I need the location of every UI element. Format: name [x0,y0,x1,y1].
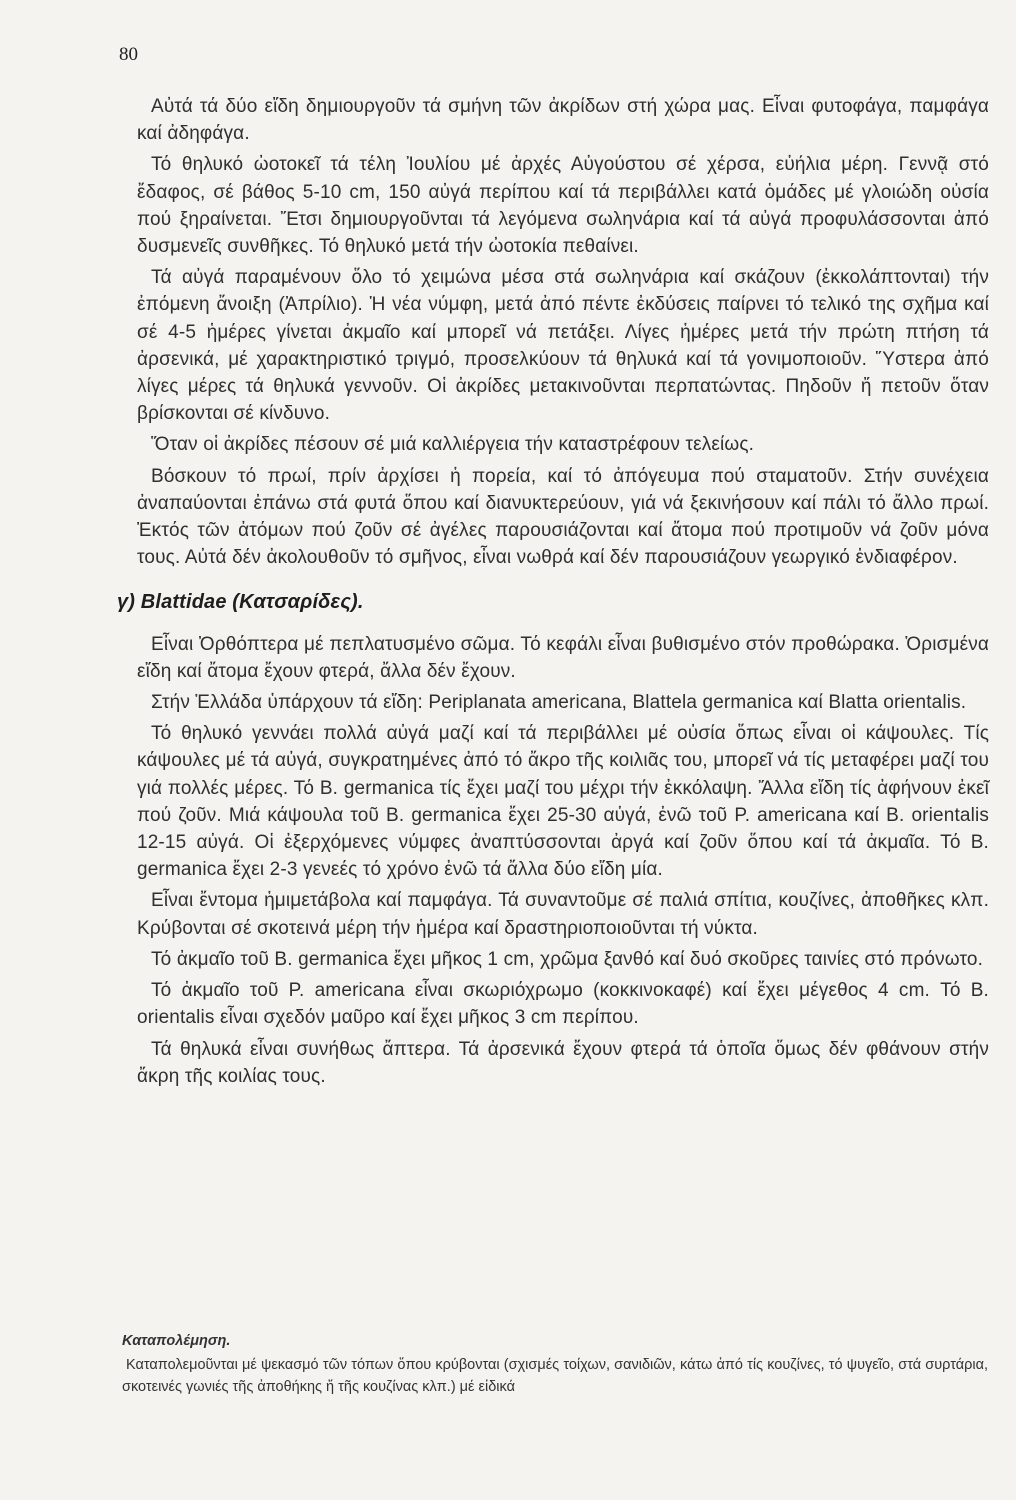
paragraph: Βόσκουν τό πρωί, πρίν ἀρχίσει ἡ πορεία, καί τό ἀπόγευμα πού σταματοῦν. Στήν συνέχεια ἀναπαύονται ἐπάνω στά φυτά ὅπου καί διανυκτερεύουν, γιά νά ξεκινήσουν καί πάλι τό ἄλλο πρωί. Ἐκτός τῶν ἀτόμων πού ζοῦν σέ ἀγέλες παρουσιάζονται καί ἄτομα πού προτιμοῦν νά ζοῦν μόνα τους. Αὐτά δέν ἀκολουθοῦν τό σμῆνος, εἶναι νωθρά καί δέν παρουσιάζουν γεωργικό ἐνδιαφέρον. [137,465,989,569]
control-footnote [122,1330,988,1398]
section-title: γ) Blattidae (Κατσαρίδες). [117,591,364,614]
paragraph: Στήν Ἑλλάδα ὑπάρχουν τά εἴδη: Periplanata americana, Blattela germanica καί Blatta orientalis. [151,692,967,714]
paragraph: Τά αὐγά παραμένουν ὅλο τό χειμώνα μέσα στά σωληνάρια καί σκάζουν (ἐκκολάπτονται) τήν ἐπόμενη ἄνοιξη (Ἀπρίλιο). Ἡ νέα νύμφη, μετά ἀπό πέντε ἐκδύσεις παίρνει τό τελικό της σχῆμα καί σέ 4-5 ἡμέρες γίνεται ἀκμαῖο καί μπορεῖ νά πετάξει. Λίγες ἡμέρες μετά τήν πρώτη πτήση τά ἀρσενικά, μέ χαρακτηριστικό τριγμό, προσελκύουν τά θηλυκά καί τά γονιμοποιοῦν. Ὕστερα ἀπό λίγες μέρες τά θηλυκά γεννοῦν. Οἱ ἀκρίδες μετακινοῦνται περπατώντας. Πηδοῦν ἤ πετοῦν ὅταν βρίσκονται σέ κίνδυνο. [137,267,989,425]
paragraph: Τά θηλυκά εἶναι συνήθως ἄπτερα. Τά ἀρσενικά ἔχουν φτερά τά ὁποῖα ὅμως δέν φθάνουν στήν ἄκρη τῆς κοιλίας τους. [137,1038,989,1087]
paragraph: Τό θηλυκό ὠοτοκεῖ τά τέλη Ἰουλίου μέ ἀρχές Αὐγούστου σέ χέρσα, εὐήλια μέρη. Γεννᾷ στό ἔδαφος, σέ βάθος 5-10 cm, 150 αὐγά περίπου καί τά περιβάλλει κατά ὁμάδες μέ γλοιώδη οὐσία πού ξηραίνεται. Ἔτσι δημιουργοῦνται τά λεγόμενα σωληνάρια καί τά αὐγά προφυλάσσονται ἀπό δυσμενεῖς συνθῆκες. Τό θηλυκό μετά τήν ὠοτοκία πεθαίνει. [137,154,989,258]
footnote-text: Καταπολεμοῦνται μέ ψεκασμό τῶν τόπων ὅπου κρύβονται (σχισμές τοίχων, σανιδιῶν, κάτω ἀπό τίς κουζίνες, τό ψυγεῖο, στά συρτάρια, σκοτεινές γωνιές τῆς ἀποθήκης ἤ τῆς κουζίνας κλπ.) μέ εἰδικά [122,1357,988,1395]
paragraph: Τό θηλυκό γεννάει πολλά αὐγά μαζί καί τά περιβάλλει μέ οὐσία ὅπως εἶναι οἱ κάψουλες. Τίς κάψουλες μέ τά αὐγά, συγκρατημένες ἀπό τό ἄκρο τῆς κοιλιᾶς του, μπορεῖ νά τίς μεταφέρει μαζί του γιά πολλές μέρες. Τό B. germanica τίς ἔχει μαζί του μέχρι τήν ἐκκόλαψη. Ἄλλα εἴδη τίς ἀφήνουν ἐκεῖ πού ζοῦν. Μιά κάψουλα τοῦ B. germanica ἔχει 25-30 αὐγά, ἐνῶ τοῦ P. americana καί B. orientalis 12-15 αὐγά. Οἱ ἐξερχόμενες νύμφες ἀναπτύσσονται ἀργά καί ζοῦν ὅπου καί τά ἀκμαῖα. Τό B. germanica ἔχει 2-3 γενεές τό χρόνο ἐνῶ τά ἄλλα δύο εἴδη μία. [137,723,989,881]
paragraph: Αὐτά τά δύο εἴδη δημιουργοῦν τά σμήνη τῶν ἀκρίδων στή χώρα μας. Εἶναι φυτοφάγα, παμφάγα καί ἀδηφάγα. [137,96,989,145]
footnote-title: Καταπολέμηση. [122,1333,231,1349]
body-text [117,93,989,1094]
paragraph: Εἶναι Ὀρθόπτερα μέ πεπλατυσμένο σῶμα. Τό κεφάλι εἶναι βυθισμένο στόν προθώρακα. Ὁρισμένα εἴδη καί ἄτομα ἔχουν φτερά, ἄλλα δέν ἔχουν. [137,633,989,682]
paragraph: Τό ἀκμαῖο τοῦ B. germanica ἔχει μῆκος 1 cm, χρῶμα ξανθό καί δυό σκοῦρες ταινίες στό πρόνωτο. [151,948,983,970]
page-number: 80 [119,44,138,65]
paragraph: Ὅταν οἱ ἀκρίδες πέσουν σέ μιά καλλιέργεια τήν καταστρέφουν τελείως. [151,434,755,456]
paragraph: Τό ἀκμαῖο τοῦ P. americana εἶναι σκωριόχρωμο (κοκκινοκαφέ) καί ἔχει μέγεθος 4 cm. Τό B. orientalis εἶναι σχεδόν μαῦρο καί ἔχει μῆκος 3 cm περίπου. [137,980,989,1029]
paragraph: Εἶναι ἔντομα ἡμιμετάβολα καί παμφάγα. Τά συναντοῦμε σέ παλιά σπίτια, κουζίνες, ἀποθῆκες κλπ. Κρύβονται σέ σκοτεινά μέρη τήν ἡμέρα καί δραστηριοποιοῦνται τή νύκτα. [137,890,989,939]
